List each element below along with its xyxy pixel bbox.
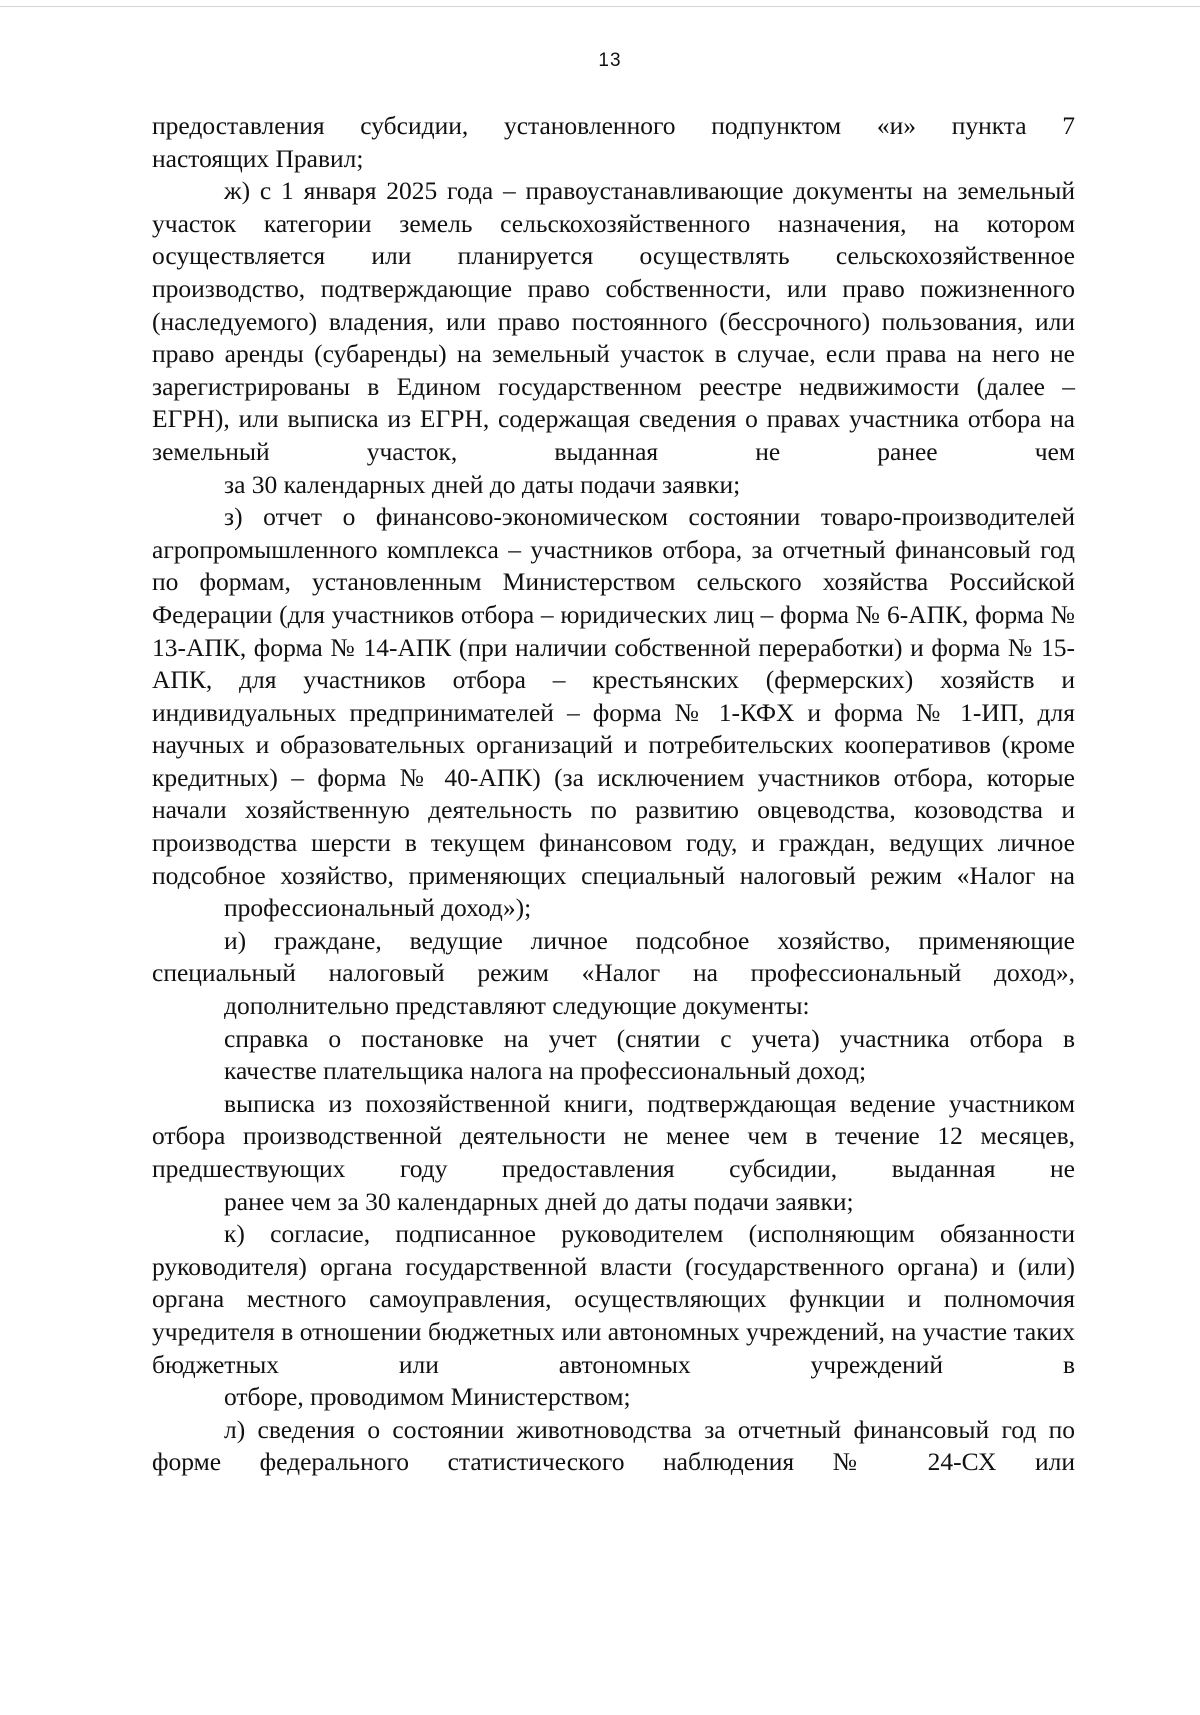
paragraph-text: з) отчет о финансово-экономическом состоянии товаро-производителей агропромышленного комплекса – участников отбора, за отчетный финансовый год по формам, установленным Министерством сельского хозяйства Российской Федерации (для участников отбора – юридических лиц – форма № 6-АПК, форма № 13-АПК, форма № 14-АПК (при наличии собственной переработки) и форма № 15-АПК, для участников отбора – крестьянских (фермерских) хозяйств и индивидуальных предпринимателей – форма № 1-КФХ и форма № 1-ИП, для научных и образовательных организаций и потребительских кооперативов (кроме кредитных) – форма № 40-АПК) (за исключением участников отбора, которые начали хозяйственную деятельность по развитию овцеводства, козоводства и производства шерсти в текущем финансовом году, и граждан, ведущих личное подсобное хозяйство, применяющих специальный налоговый режим «Налог на	[152, 502, 1075, 890]
paragraph-l	[152, 1414, 1075, 1479]
paragraph-last-line: дополнительно представляют следующие документы:	[224, 991, 810, 1021]
paragraph-z	[152, 501, 1075, 925]
paragraph-text: и) граждане, ведущие личное подсобное хозяйство, применяющие специальный налоговый режим «Налог на профессиональный доход»,	[152, 925, 1075, 988]
paragraph-zh	[152, 175, 1075, 501]
document-body	[152, 110, 1075, 1479]
paragraph-i-item-1	[152, 1023, 1075, 1088]
paragraph-text: предоставления субсидии, установленного подпунктом «и» пункта 7	[152, 111, 1075, 140]
paragraph-text: ж) с 1 января 2025 года – правоустанавливающие документы на земельный участок категории земель сельскохозяйственного назначения, на котором осуществляется или планируется осуществлять сельскохозяйственное производство, подтверждающие право собственности, или право пожизненного (наследуемого) владения, или право постоянного (бессрочного) пользования, или право аренды (субаренды) на земельный участок в случае, если права на него не зарегистрированы в Едином государственном реестре недвижимости (далее – ЕГРН), или выписка из ЕГРН, содержащая сведения о правах участника отбора на земельный участок, выданная не ранее чем	[152, 176, 1075, 466]
paragraph-last-line: профессиональный доход»);	[224, 893, 532, 923]
paragraph-last-line: качестве плательщика налога на профессиональный доход;	[224, 1056, 867, 1086]
paragraph-i	[152, 925, 1075, 1023]
scan-top-edge	[0, 6, 1200, 7]
paragraph-last-line: за 30 календарных дней до даты подачи заявки;	[224, 469, 741, 499]
paragraph-text: к) согласие, подписанное руководителем (исполняющим обязанности руководителя) органа государственной власти (государственного органа) и (или) органа местного самоуправления, осуществляющих функции и полномочия учредителя в отношении бюджетных или автономных учреждений, на участие таких бюджетных или автономных учреждений в	[152, 1219, 1075, 1379]
paragraph-last-line: ранее чем за 30 календарных дней до даты подачи заявки;	[224, 1186, 854, 1216]
paragraph-text: справка о постановке на учет (снятии с учета) участника отбора в	[224, 1023, 1075, 1053]
paragraph-last-line: настоящих Правил;	[152, 143, 364, 173]
paragraph-continuation	[152, 110, 1075, 175]
paragraph-k	[152, 1218, 1075, 1414]
paragraph-last-line: отборе, проводимом Министерством;	[224, 1382, 631, 1412]
page-number: 13	[598, 50, 622, 71]
paragraph-i-item-2	[152, 1088, 1075, 1218]
paragraph-text: л) сведения о состоянии животноводства за отчетный финансовый год по форме федерального статистического наблюдения № 24-СХ или	[152, 1414, 1075, 1477]
paragraph-text: выписка из похозяйственной книги, подтверждающая ведение участником отбора производственной деятельности не менее чем в течение 12 месяцев, предшествующих году предоставления субсидии, выданная не	[152, 1088, 1075, 1183]
